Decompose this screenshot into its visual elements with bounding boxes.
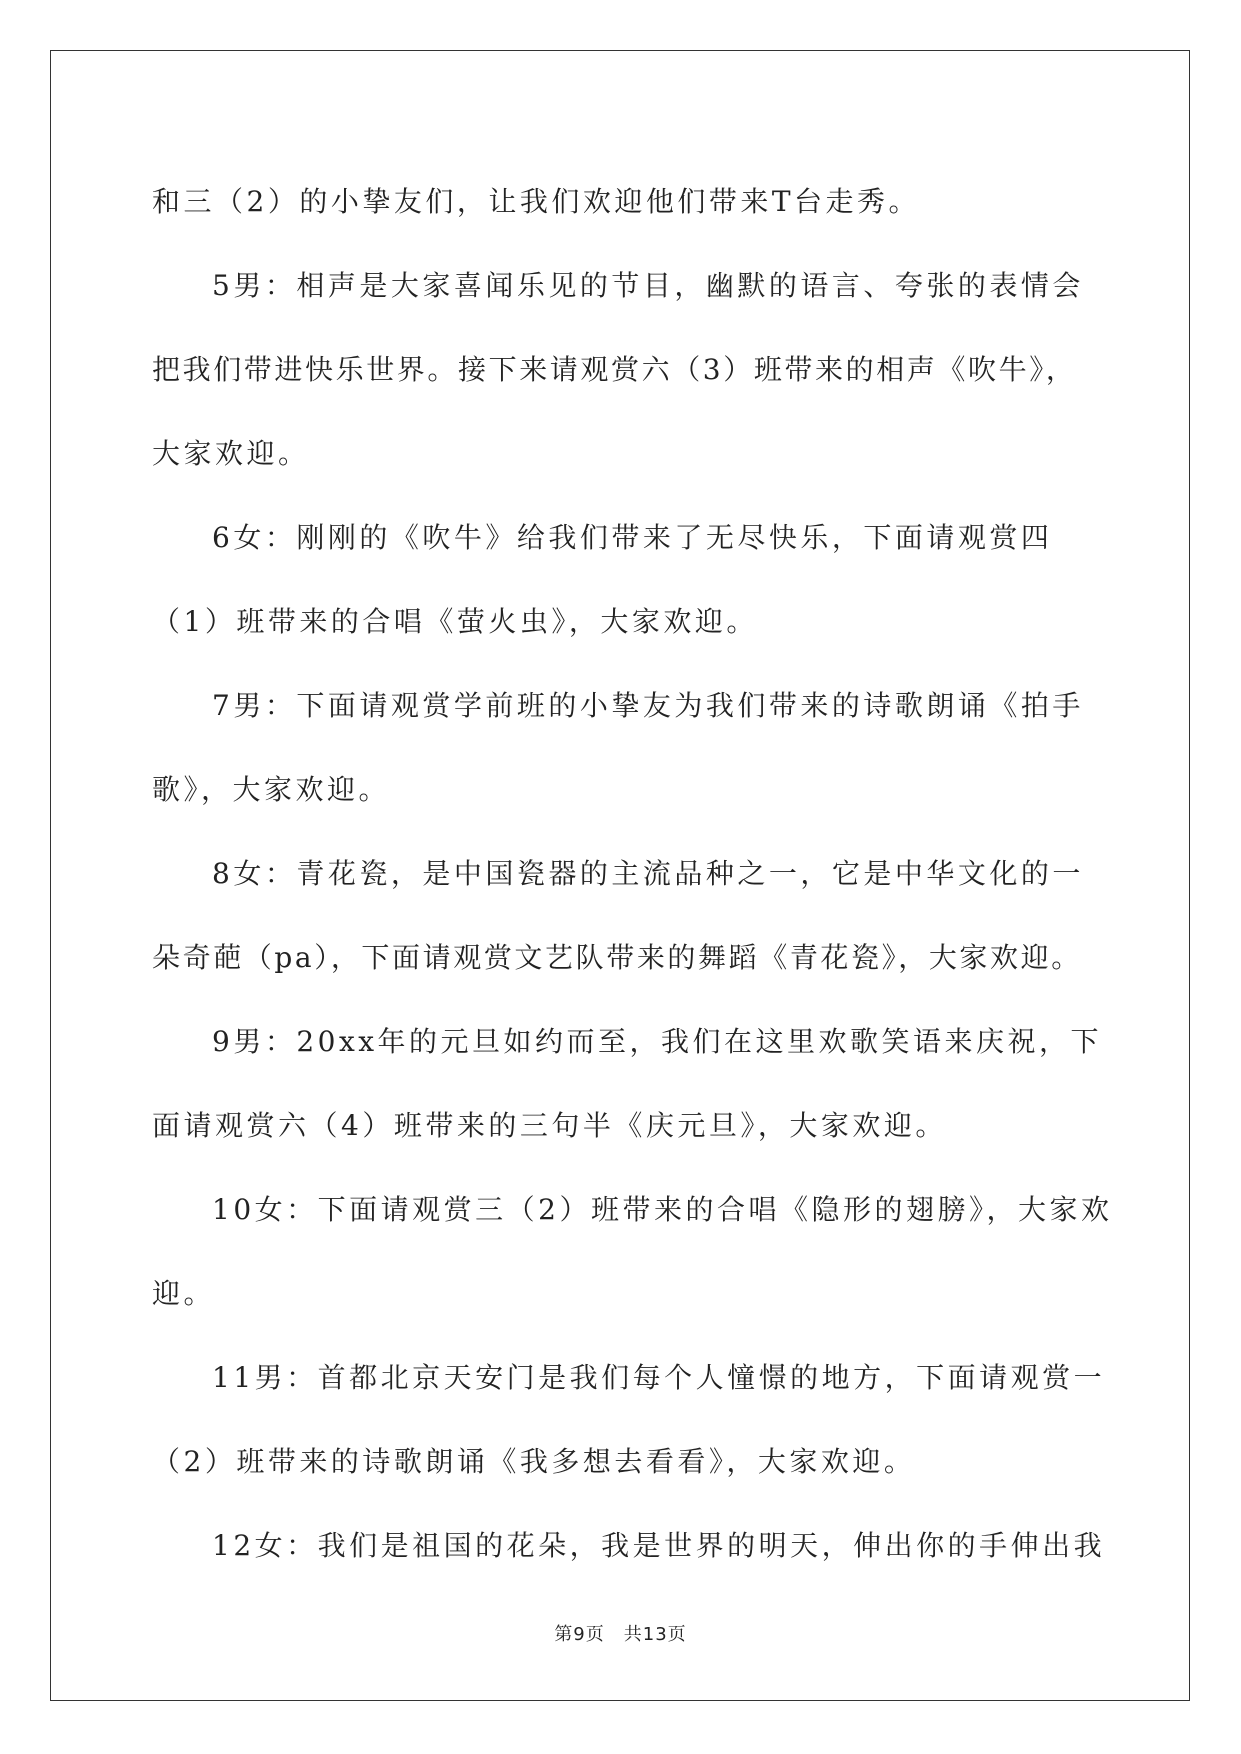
document-body	[152, 160, 1113, 1588]
text-line-17: 12女：我们是祖国的花朵，我是世界的明天，伸出你的手伸出我	[212, 1529, 1106, 1562]
text-line-5: 6女：刚刚的《吹牛》给我们带来了无尽快乐，下面请观赏四	[212, 521, 1053, 554]
text-line-2: 5男：相声是大家喜闻乐见的节目，幽默的语言、夸张的表情会	[212, 269, 1084, 302]
text-line-1: 和三（2）的小挚友们，让我们欢迎他们带来T台走秀。	[152, 185, 920, 218]
text-line-8: 歌》，大家欢迎。	[152, 773, 391, 806]
text-line-9: 8女：青花瓷，是中国瓷器的主流品种之一，它是中华文化的一	[212, 857, 1084, 890]
text-line-6: （1）班带来的合唱《萤火虫》，大家欢迎。	[152, 605, 758, 638]
text-line-11: 9男：20xx年的元旦如约而至，我们在这里欢歌笑语来庆祝，下	[212, 1025, 1103, 1058]
text-line-16: （2）班带来的诗歌朗诵《我多想去看看》，大家欢迎。	[152, 1445, 916, 1478]
text-line-10: 朵奇葩（pa），下面请观赏文艺队带来的舞蹈《青花瓷》，大家欢迎。	[152, 941, 1082, 974]
text-line-7: 7男：下面请观赏学前班的小挚友为我们带来的诗歌朗诵《拍手	[212, 689, 1084, 722]
text-line-14: 迎。	[152, 1277, 216, 1310]
page-number: 第9页 共13页	[554, 1624, 687, 1645]
text-line-13: 10女：下面请观赏三（2）班带来的合唱《隐形的翅膀》，大家欢	[212, 1193, 1113, 1226]
text-line-12: 面请观赏六（4）班带来的三句半《庆元旦》，大家欢迎。	[152, 1109, 947, 1142]
text-line-3: 把我们带进快乐世界。接下来请观赏六（3）班带来的相声《吹牛》，	[152, 353, 1077, 386]
text-line-4: 大家欢迎。	[152, 437, 310, 470]
text-line-15: 11男：首都北京天安门是我们每个人憧憬的地方，下面请观赏一	[212, 1361, 1106, 1394]
